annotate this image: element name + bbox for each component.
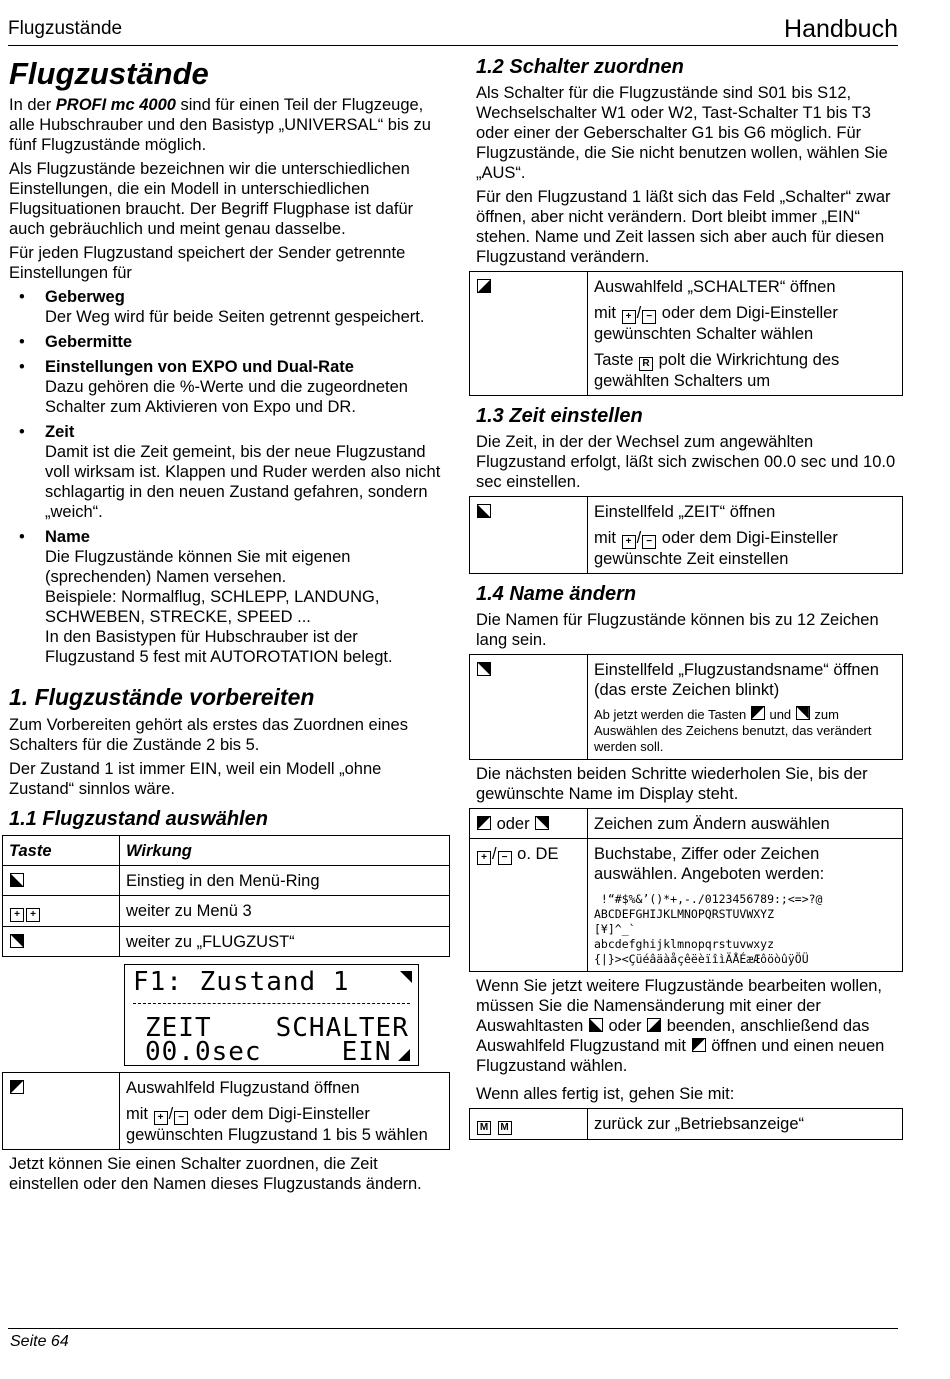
r-key-icon: R: [639, 357, 653, 371]
section-heading-1-2: 1.2 Schalter zuordnen: [476, 56, 684, 78]
key-table-exit: [469, 1108, 903, 1140]
arrow-key-upper-left-icon: [751, 706, 765, 720]
table-row: [470, 655, 903, 760]
action-cell: Einstellfeld „ZEIT“ öffnen mit + / − oder dem Digi-Einsteller gewünschte Zeit einstellen: [588, 497, 903, 574]
list-item: • Geberweg Der Weg wird für beide Seiten getrennt gespeichert.: [9, 287, 449, 327]
arrow-key-lower-left-icon: [477, 504, 491, 518]
section-1-paragraph-2: Der Zustand 1 ist immer EIN, weil ein Modell „ohne Zustand“ sinnlos wäre.: [9, 760, 382, 798]
table-row: [470, 809, 903, 839]
page-header: [8, 14, 898, 46]
action-cell: Auswahlfeld „SCHALTER“ öffnen mit + / − oder dem Digi-Einsteller gewünschten Schalter wählen Taste R polt die Wirkrichtung des gewählten Schalters um: [588, 272, 903, 396]
key-cell: [3, 1073, 120, 1150]
left-column: [9, 55, 449, 1198]
arrow-key-upper-left-icon: [692, 1038, 706, 1052]
minus-key-icon: −: [642, 535, 656, 549]
lcd-divider: [133, 1003, 410, 1004]
arrow-key-lower-left-icon: [10, 873, 24, 887]
action-cell: Zeichen zum Ändern auswählen: [588, 809, 903, 839]
header-manual-title: Handbuch: [784, 15, 898, 43]
section-heading-1-1: 1.1 Flugzustand auswählen: [9, 808, 268, 830]
arrow-key-upper-right-icon: [796, 706, 810, 720]
arrow-key-upper-right-icon: [535, 816, 549, 830]
section-1-paragraph-1: Zum Vorbereiten gehört als erstes das Zuordnen eines Schalters für die Zustände 2 bis 5.: [9, 716, 408, 754]
arrow-key-lower-left-icon: [589, 1018, 603, 1032]
intro-paragraph-3: Für jeden Flugzustand speichert der Sender getrennte Einstellungen für: [9, 244, 406, 282]
page-footer: [8, 1328, 898, 1350]
key-table-open-state: [2, 1072, 450, 1150]
table-row: [3, 896, 450, 927]
plus-key-icon: +: [622, 310, 636, 324]
lcd-line-3: 00.0sec EIN: [145, 1037, 392, 1067]
section-1-4-paragraph-3: Wenn Sie jetzt weitere Flugzustände bearbeiten wollen, müssen Sie die Namensänderung mit einer der Auswahltasten oder beenden, anschließend das Auswahlfeld Flugzustand mit öffnen und einen neuen Flugzustand wählen.: [476, 977, 885, 1075]
key-table-time: [469, 496, 903, 574]
table-row: [3, 1073, 450, 1150]
list-item: • Name Die Flugzustände können Sie mit eigenen (sprechenden) Namen versehen. Beispiele: Normalflug, SCHLEPP, LANDUNG, SCHWEBEN, STRECKE, SPEED ... In den Basistypen für Hubschrauber ist der Flugzustand 5 fest mit AUTOROTATION belegt.: [9, 527, 449, 667]
table-row: [3, 866, 450, 896]
settings-list: [9, 287, 449, 667]
action-cell: Auswahlfeld Flugzustand öffnen mit + / − oder dem Digi-Einsteller gewünschten Flugzustand 1 bis 5 wählen: [120, 1073, 450, 1150]
section-1-2-paragraph-1: Als Schalter für die Flugzustände sind S01 bis S12, Wechselschalter W1 oder W2, Tast-Schalter T1 bis T3 oder einer der Geberschalter G1 bis G6 möglich. Für Flugzustände, die Sie nicht benutzen wollen, wählen Sie „AUS“.: [476, 84, 888, 182]
action-cell: Einstieg in den Menü-Ring: [120, 866, 450, 896]
key-table-name: [469, 654, 903, 760]
table-row: [470, 839, 903, 972]
key-cell: [3, 866, 120, 896]
right-column: [476, 55, 902, 1144]
action-cell: Buchstabe, Ziffer oder Zeichen auswählen. Angeboten werden: !“#$%&’()*+,-./0123456789:;<=>?@ ABCDEFGHIJKLMNOPQRSTUVWXYZ [¥]^_` abcdefghijklmnopqrstuvwxyz {|}><ÇüéâäàåçêëèïîìÄÅÉæÆôöòûÿÖÜ: [588, 839, 903, 972]
lcd-line-2: ZEIT SCHALTER: [145, 1013, 409, 1043]
lcd-display: [124, 964, 419, 1066]
list-item: • Gebermitte: [9, 332, 449, 352]
minus-key-icon: −: [174, 1111, 188, 1125]
intro-paragraph-1: In der PROFI mc 4000 sind für einen Teil der Flugzeuge, alle Hubschrauber und den Basistyp „UNIVERSAL“ bis zu fünf Flugzustände möglich.: [9, 96, 431, 154]
plus-key-icon: +: [154, 1111, 168, 1125]
arrow-key-lower-right-icon: [647, 1018, 661, 1032]
plus-key-icon: +: [10, 908, 24, 922]
arrow-key-upper-right-icon: [477, 662, 491, 676]
section-1-1-after: Jetzt können Sie einen Schalter zuordnen, die Zeit einstellen oder den Namen dieses Flugzustands ändern.: [9, 1155, 422, 1193]
plus-key-icon: +: [477, 851, 491, 865]
key-cell: + / − o. DE: [470, 839, 588, 972]
section-1-4-paragraph-4: Wenn alles fertig ist, gehen Sie mit:: [476, 1085, 735, 1103]
section-heading-1: 1. Flugzustände vorbereiten: [9, 684, 315, 710]
plus-key-icon: +: [26, 908, 40, 922]
plus-key-icon: +: [622, 535, 636, 549]
action-cell: weiter zu „FLUGZUST“: [120, 927, 450, 957]
key-table-switch: [469, 271, 903, 396]
key-cell: [3, 927, 120, 957]
action-cell: weiter zu Menü 3: [120, 896, 450, 927]
key-table-select-state: [2, 835, 450, 957]
intro-paragraph-2: Als Flugzustände bezeichnen wir die unterschiedlichen Einstellungen, die ein Modell in unterschiedlichen Flugsituationen braucht. Der Begriff Flugphase ist dafür auch gebräuchlich und meint genau dasselbe.: [9, 160, 414, 238]
section-1-3-paragraph-1: Die Zeit, in der der Wechsel zum angewählten Flugzustand erfolgt, läßt sich zwischen 00.0 sec und 10.0 sec einstellen.: [476, 433, 896, 491]
minus-key-icon: −: [498, 851, 512, 865]
arrow-key-upper-left-icon: [477, 816, 491, 830]
action-cell: Einstellfeld „Flugzustandsname“ öffnen (das erste Zeichen blinkt) Ab jetzt werden die Tasten und zum Auswählen des Zeichens benutzt, das verändert werden soll.: [588, 655, 903, 760]
arrow-key-lower-right-icon: [477, 279, 491, 293]
key-cell: oder: [470, 809, 588, 839]
arrow-key-upper-left-icon: [10, 1080, 24, 1094]
page-title: Flugzustände: [9, 56, 209, 91]
page-number: Seite 64: [10, 1333, 69, 1350]
section-1-4-paragraph-1: Die Namen für Flugzustände können bis zu 12 Zeichen lang sein.: [476, 611, 879, 649]
m-key-icon: M: [498, 1121, 512, 1135]
key-cell: [470, 272, 588, 396]
section-heading-1-3: 1.3 Zeit einstellen: [476, 405, 643, 427]
section-1-4-paragraph-2: Die nächsten beiden Schritte wiederholen Sie, bis der gewünschte Name im Display steht.: [476, 765, 868, 803]
header-section-title: Flugzustände: [8, 18, 123, 39]
table-header-taste: Taste: [3, 836, 120, 866]
lcd-line-1: F1: Zustand 1: [133, 967, 350, 997]
list-item: • Zeit Damit ist die Zeit gemeint, bis der neue Flugzustand voll wirksam ist. Klappen und Ruder werden also nicht schlagartig in den neuen Zustand gefahren, sondern „weich“.: [9, 422, 449, 522]
section-heading-1-4: 1.4 Name ändern: [476, 583, 637, 605]
list-item: • Einstellungen von EXPO und Dual-Rate Dazu gehören die %-Werte und die zugeordneten Schalter zum Aktivieren von Expo und DR.: [9, 357, 449, 417]
action-cell: zurück zur „Betriebsanzeige“: [588, 1109, 903, 1140]
key-table-characters: [469, 808, 903, 972]
key-cell: [470, 497, 588, 574]
table-row: [470, 272, 903, 396]
arrow-key-upper-right-icon: [10, 934, 24, 948]
table-header-wirkung: Wirkung: [120, 836, 450, 866]
key-cell: [3, 896, 120, 927]
section-1-2-paragraph-2: Für den Flugzustand 1 läßt sich das Feld „Schalter“ zwar öffnen, aber nicht verändern. Dort bleibt immer „EIN“ stehen. Name und Zeit lassen sich aber auch für diesen Flugzustand verändern.: [476, 188, 891, 266]
minus-key-icon: −: [642, 310, 656, 324]
table-row: [470, 497, 903, 574]
key-cell: [470, 655, 588, 760]
table-row: [3, 927, 450, 957]
m-key-icon: M: [477, 1121, 491, 1135]
character-set: !“#$%&’()*+,-./0123456789:;<=>?@ ABCDEFGHIJKLMNOPQRSTUVWXYZ [¥]^_` abcdefghijklmnopqrstuvwxyz {|}><ÇüéâäàåçêëèïîìÄÅÉæÆôöòûÿÖÜ: [594, 892, 823, 966]
table-row: [470, 1109, 903, 1140]
key-cell: [470, 1109, 588, 1140]
